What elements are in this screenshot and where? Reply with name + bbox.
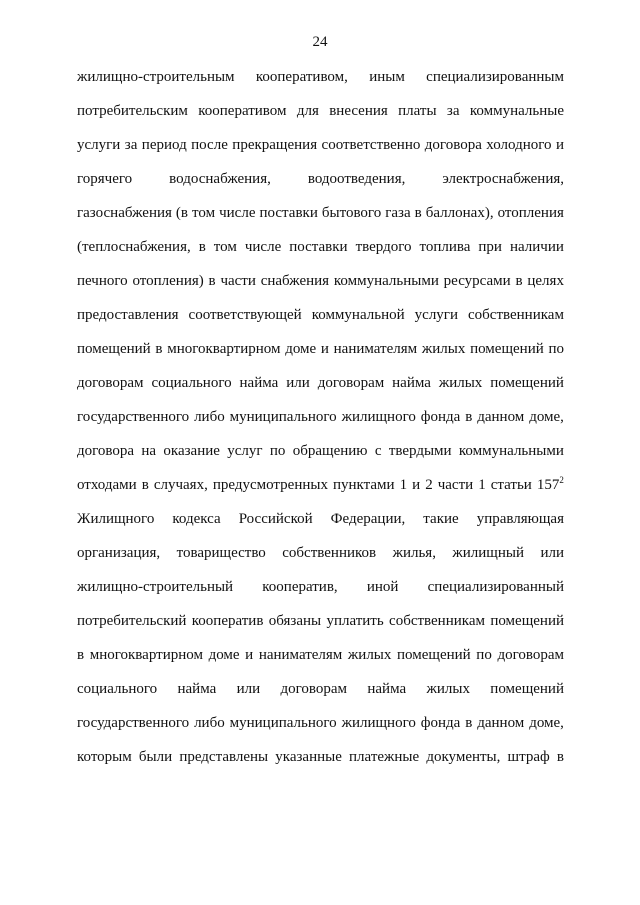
word: муниципального (229, 409, 337, 425)
word: кооперативом, (255, 69, 348, 85)
text-line (77, 201, 564, 235)
text-line (77, 609, 564, 643)
word: снабжения (260, 273, 330, 289)
word: управляющая (476, 511, 564, 527)
document-body (77, 65, 564, 779)
word: по (548, 341, 564, 357)
word: жилищно-строительный (77, 579, 234, 595)
word: в (141, 477, 149, 493)
word: жилых (347, 647, 392, 663)
word: целях (527, 273, 564, 289)
word: по (476, 647, 492, 663)
word: организация, (77, 545, 161, 561)
word: части (437, 477, 474, 493)
text-line (77, 65, 564, 99)
word: договора (424, 137, 482, 153)
word: найма (367, 681, 407, 697)
word: государственного (77, 409, 190, 425)
word: коммунальные (469, 103, 564, 119)
word: жилых (426, 681, 470, 697)
word: газоснабжения (77, 205, 172, 221)
word: в (414, 205, 422, 221)
word: за (446, 103, 460, 119)
word: газа (385, 205, 411, 221)
word: ресурсами (443, 273, 511, 289)
word: водоснабжения, (169, 171, 271, 187)
word: баллонах), (425, 205, 494, 221)
word: специализированный (427, 579, 564, 595)
word: услуги (414, 307, 458, 323)
word: при (478, 239, 502, 255)
word: по (269, 443, 286, 459)
word: горячего (77, 171, 133, 187)
word: либо (194, 409, 225, 425)
word: помещений (470, 341, 544, 357)
word: или (540, 545, 564, 561)
word: в (515, 273, 523, 289)
word: предоставления (77, 307, 179, 323)
word: такие (423, 511, 459, 527)
word: (теплоснабжения, (77, 239, 191, 255)
text-line (77, 711, 564, 745)
text-line (77, 575, 564, 609)
word: многоквартирном (167, 341, 281, 357)
word: иной (366, 579, 399, 595)
text-line (77, 235, 564, 269)
word: социального (77, 681, 158, 697)
word: государственного (77, 715, 190, 731)
word: специализированным (426, 69, 564, 85)
word: соответственно (321, 137, 421, 153)
word: электроснабжения, (442, 171, 564, 187)
word: потребительским (77, 103, 188, 119)
word: договорам (77, 375, 144, 391)
word: числе (219, 205, 256, 221)
word: случаях, (153, 477, 208, 493)
word: соответствующей (188, 307, 302, 323)
word: найма (177, 681, 217, 697)
word: печного (77, 273, 128, 289)
word: Российской (238, 511, 313, 527)
word: на (141, 443, 157, 459)
word: части (220, 273, 256, 289)
word: или (236, 681, 261, 697)
text-line (77, 303, 564, 337)
word: 2 (425, 477, 433, 493)
word: том (192, 205, 216, 221)
text-line (77, 439, 564, 473)
text-line (77, 269, 564, 303)
word: прекращения (232, 137, 318, 153)
word: жилых (421, 341, 466, 357)
word: фонда (420, 715, 461, 731)
word: пунктами (333, 477, 395, 493)
word: обращению (292, 443, 368, 459)
word: доме (208, 647, 240, 663)
word: найма (392, 375, 431, 391)
word: жилых (438, 375, 483, 391)
word: и (412, 477, 421, 493)
word: доме, (529, 409, 564, 425)
text-line (77, 371, 564, 405)
word: за (124, 137, 138, 153)
word: жилищный (452, 545, 524, 561)
word: нанимателям (258, 647, 343, 663)
word: после (191, 137, 228, 153)
word: поставки (289, 239, 348, 255)
word: коммунальной (311, 307, 405, 323)
word: в (208, 273, 216, 289)
word: жилищно-строительным (77, 69, 235, 85)
word: в (198, 239, 206, 255)
word: договорам (317, 375, 385, 391)
word: числе (244, 239, 282, 255)
word: данном (477, 409, 525, 425)
word: холодного (486, 137, 552, 153)
word: представлены (179, 749, 269, 765)
footnote-superscript: 2 (559, 475, 564, 485)
word: внесения (329, 103, 388, 119)
word: кодекса (172, 511, 221, 527)
word: Федерации, (330, 511, 406, 527)
word: твердыми (388, 443, 452, 459)
word: нанимателям (333, 341, 418, 357)
word: отопления (497, 205, 564, 221)
word: отопления) (132, 273, 204, 289)
word: платежные (349, 749, 420, 765)
text-line (77, 643, 564, 677)
word: социального (151, 375, 232, 391)
word: том (213, 239, 237, 255)
word: 1 (478, 477, 486, 493)
word: помещений (397, 647, 471, 663)
word: потребительский (77, 613, 187, 629)
word: период (141, 137, 187, 153)
word: в (556, 749, 564, 765)
word: в (465, 409, 473, 425)
word: собственникам (389, 613, 485, 629)
word: муниципального (229, 715, 337, 731)
word: твердого (355, 239, 412, 255)
text-line (77, 133, 564, 167)
word: водоотведения, (307, 171, 406, 187)
word: иным (369, 69, 405, 85)
word: кооператив, (262, 579, 338, 595)
word: статьи (490, 477, 532, 493)
text-line (77, 745, 564, 779)
word: штраф (507, 749, 550, 765)
word: коммунальными (333, 273, 439, 289)
word: доме, (529, 715, 564, 731)
word: которым (77, 749, 132, 765)
word: в (77, 647, 85, 663)
word: Жилищного (77, 511, 155, 527)
word: наличии (509, 239, 564, 255)
word: собственникам (468, 307, 564, 323)
word: в (155, 341, 163, 357)
word: данном (477, 715, 525, 731)
word: топлива (419, 239, 471, 255)
text-line (77, 473, 564, 507)
text-line (77, 507, 564, 541)
text-line (77, 405, 564, 439)
word: обязаны (268, 613, 322, 629)
word: найма (239, 375, 279, 391)
word: были (138, 749, 173, 765)
page-number: 24 (312, 34, 328, 50)
word: уплатить (326, 613, 384, 629)
text-line (77, 99, 564, 133)
word: (в (175, 205, 188, 221)
word: договорам (280, 681, 348, 697)
word: поставки (259, 205, 318, 221)
word: бытового (321, 205, 382, 221)
text-line (77, 167, 564, 201)
word: жилищного (341, 715, 416, 731)
word: собственников (282, 545, 377, 561)
word: жилищного (341, 409, 416, 425)
word: доме (285, 341, 317, 357)
word: услуги (77, 137, 121, 153)
word: платы (398, 103, 437, 119)
word: и (245, 647, 254, 663)
word: фонда (420, 409, 461, 425)
word: помещений (490, 681, 564, 697)
word: товарищество (176, 545, 266, 561)
word: помещений (490, 375, 564, 391)
word: с (374, 443, 382, 459)
word: для (296, 103, 319, 119)
word: указанные (275, 749, 342, 765)
text-line (77, 337, 564, 371)
word: документы, (426, 749, 501, 765)
text-line (77, 541, 564, 575)
word: и (320, 341, 329, 357)
word: жилья, (392, 545, 436, 561)
word: $157^2$ (536, 475, 564, 493)
word: в (465, 715, 473, 731)
word: или (286, 375, 310, 391)
word: отходами (77, 477, 137, 493)
word: услуг (227, 443, 263, 459)
word: помещений (490, 613, 564, 629)
word: помещений (77, 341, 151, 357)
word: и (555, 137, 564, 153)
word: договора (77, 443, 135, 459)
word: оказание (163, 443, 220, 459)
word: коммунальными (458, 443, 564, 459)
word: кооперативом (198, 103, 287, 119)
word: либо (194, 715, 225, 731)
word: договорам (497, 647, 564, 663)
word: 1 (399, 477, 408, 493)
text-line (77, 677, 564, 711)
word: предусмотренных (212, 477, 328, 493)
word: многоквартирном (89, 647, 203, 663)
word: кооператив (191, 613, 264, 629)
